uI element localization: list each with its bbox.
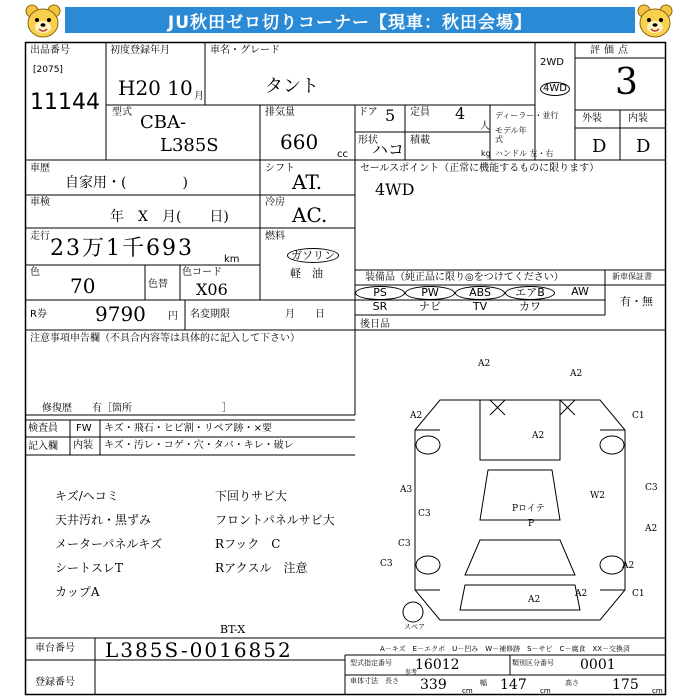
name-change-value: 月 日 bbox=[285, 309, 325, 320]
first-reg-month: 月 bbox=[194, 91, 204, 102]
equipment-row-1 bbox=[355, 286, 605, 300]
drive-2wd: 2WD bbox=[540, 57, 564, 68]
fuel-gasoline: ガソリン bbox=[287, 248, 339, 263]
aircon-label: 冷房 bbox=[265, 197, 285, 208]
header-title: JU秋田ゼロ切りコーナー【現車：秋田会場】 bbox=[65, 7, 635, 33]
recycle-unit: 円 bbox=[168, 311, 178, 322]
first-reg-label: 初度登録年月 bbox=[110, 45, 170, 56]
lot-number: 11144 bbox=[30, 90, 100, 115]
repair-history: 修復歴 有［箇所 ］ bbox=[42, 403, 232, 414]
dmark-7: C3 bbox=[645, 483, 658, 493]
equip-leather: カワ bbox=[519, 300, 541, 313]
note-left-4: シートスレT bbox=[55, 561, 123, 575]
body-shape-value: ハコ bbox=[372, 140, 405, 159]
int-label: 内装 bbox=[628, 113, 648, 124]
length-unit: cm bbox=[462, 687, 473, 695]
equip-navi: ナビ bbox=[419, 300, 441, 313]
dmark-12: C3 bbox=[398, 539, 411, 549]
checker-row2-label: 内装 bbox=[73, 440, 93, 451]
width-value: 147 bbox=[500, 677, 527, 693]
height-unit: cm bbox=[652, 687, 663, 695]
dmark-4: A2 bbox=[410, 411, 423, 421]
dmark-10: P bbox=[528, 519, 535, 529]
length-label: 車体寸法 長さ bbox=[350, 677, 399, 685]
note-left-5: カップA bbox=[55, 585, 100, 599]
ext-label: 外装 bbox=[582, 113, 602, 124]
length-value: 339 bbox=[420, 677, 447, 693]
legend: A－キズ E－エクボ U－凹み W－補修跡 S－サビ C－腐食 XX－交換済 bbox=[380, 645, 631, 653]
chassis-note: BT-X bbox=[220, 623, 246, 636]
dmark-2: A2 bbox=[570, 369, 583, 379]
checker-row1-label: FW bbox=[76, 423, 92, 434]
note-right-4: Rアクスル 注意 bbox=[215, 561, 308, 575]
dmark-11: A2 bbox=[645, 524, 658, 534]
fuel-diesel: 軽 油 bbox=[290, 267, 323, 280]
drive-4wd: 4WD bbox=[540, 82, 570, 96]
model-code-line2: L385S bbox=[160, 135, 219, 156]
model-name-label: 車名・グレード bbox=[210, 45, 280, 56]
displacement-value: 660 bbox=[280, 130, 319, 154]
capacity-value: 4 bbox=[455, 104, 466, 123]
class-label: 類別区分番号 bbox=[512, 659, 554, 667]
equip-ps: PS bbox=[355, 286, 405, 300]
color-code-value: X06 bbox=[196, 280, 228, 299]
dmark-5: A2 bbox=[532, 431, 545, 441]
color-label: 色 bbox=[30, 267, 40, 278]
equip-blank bbox=[555, 301, 605, 315]
doors-value: 5 bbox=[385, 106, 396, 125]
height-label: 高さ bbox=[565, 679, 579, 687]
dmark-16: A2 bbox=[575, 589, 588, 599]
load-label: 積載 bbox=[410, 135, 430, 146]
inspector-notes-left bbox=[55, 490, 162, 598]
color-code-label: 色コード bbox=[182, 267, 222, 278]
inspection-label: 車検 bbox=[30, 197, 50, 208]
shift-value: AT. bbox=[292, 170, 323, 194]
equip-abs: ABS bbox=[455, 286, 505, 300]
handle-label: ハンドル 左・右 bbox=[495, 149, 554, 158]
equipment-row-2 bbox=[355, 301, 605, 315]
recycle-value: 9790 bbox=[95, 302, 146, 326]
notes-label: 注意事項申告欄（不具合内容等は具体的に記入して下さい） bbox=[30, 333, 300, 344]
color-value: 70 bbox=[70, 274, 96, 298]
body-shape-label: 形状 bbox=[358, 135, 378, 146]
checker-label-2: 記入欄 bbox=[28, 441, 58, 452]
usage-value: 自家用・( ) bbox=[65, 175, 188, 191]
dmark-3: C1 bbox=[632, 411, 645, 421]
grade-value: 3 bbox=[615, 62, 638, 103]
sales-point-label: セールスポイント（正常に機能するものに限ります） bbox=[360, 163, 600, 174]
dmark-6: W2 bbox=[590, 491, 605, 501]
equip-airbag: エアB bbox=[505, 286, 555, 300]
equip-tv: TV bbox=[472, 300, 488, 313]
mileage-unit: km bbox=[224, 254, 240, 265]
first-reg-value: H20 10 bbox=[118, 76, 193, 100]
shift-label: シフト bbox=[265, 163, 295, 174]
recycle-label: R券 bbox=[30, 309, 47, 320]
registration-label: 登録番号 bbox=[35, 677, 75, 688]
dmark-17: C3 bbox=[380, 559, 393, 569]
chassis-label: 車台番号 bbox=[35, 643, 75, 654]
note-right-2: フロントパネルサビ大 bbox=[215, 513, 335, 527]
width-label: 幅 bbox=[480, 679, 487, 687]
lot-sub: [2075] bbox=[33, 65, 63, 75]
displacement-label: 排気量 bbox=[265, 107, 295, 118]
doors-label: ドア bbox=[358, 107, 378, 118]
checker-row2-items: キズ・汚レ・コゲ・穴・タバ・キレ・破レ bbox=[104, 440, 294, 451]
dmark-8: A3 bbox=[400, 485, 413, 495]
ext-value: D bbox=[592, 136, 607, 157]
inspection-value: 年 X 月( 日) bbox=[110, 209, 229, 225]
usage-label: 車歴 bbox=[30, 163, 50, 174]
class-value: 0001 bbox=[580, 657, 616, 673]
dmark-15: C1 bbox=[632, 589, 645, 599]
model-code-line1: CBA- bbox=[140, 112, 187, 133]
sales-point-value: 4WD bbox=[375, 180, 415, 199]
dmark-9: C3 bbox=[418, 509, 431, 519]
load-unit: kg bbox=[481, 149, 491, 158]
aircon-value: AC. bbox=[292, 203, 328, 227]
model-code-label: 型式 bbox=[112, 107, 132, 118]
equip-pw: PW bbox=[405, 286, 455, 300]
width-unit: cm bbox=[540, 687, 551, 695]
equip-aw: AW bbox=[571, 285, 589, 298]
note-left-1: キズ/ヘコミ bbox=[55, 489, 119, 503]
rear-label: Pロイテ bbox=[512, 504, 545, 514]
warranty-value: 有・無 bbox=[620, 295, 653, 308]
lot-label: 出品番号 bbox=[30, 45, 70, 56]
type-value: 16012 bbox=[415, 657, 460, 673]
mileage-value: 23万1千693 bbox=[50, 236, 194, 261]
model-name-value: タント bbox=[265, 76, 319, 97]
checker-row1-items: キズ・飛石・ヒビ割・リペア跡・×要 bbox=[104, 423, 272, 434]
fuel-label: 燃料 bbox=[265, 231, 285, 242]
checker-label-1: 検査員 bbox=[28, 423, 58, 434]
capacity-label: 定員 bbox=[410, 107, 430, 118]
name-change-label: 名変期限 bbox=[190, 309, 230, 320]
spare-label: スペア bbox=[404, 623, 425, 631]
equipment-label: 装備品（純正品に限り◎をつけてください） bbox=[365, 272, 564, 283]
note-left-3: メーターパネルキズ bbox=[55, 537, 163, 551]
type-label: 型式指定番号 bbox=[350, 659, 392, 667]
inspector-notes-right bbox=[215, 490, 335, 574]
capacity-unit: 人 bbox=[480, 121, 490, 132]
note-left-2: 天井汚れ・黒ずみ bbox=[55, 513, 152, 527]
dmark-13: A2 bbox=[528, 595, 541, 605]
displacement-unit: cc bbox=[337, 149, 348, 160]
note-right-3: Rフック C bbox=[215, 537, 281, 551]
grade-label: 評価点 bbox=[590, 45, 632, 56]
chassis-value: L385S-0016852 bbox=[105, 638, 293, 662]
note-right-1: 下回りサビ大 bbox=[215, 489, 288, 503]
color-change-label: 色替 bbox=[148, 279, 168, 290]
int-value: D bbox=[636, 136, 651, 157]
rear-seat-label: 後日品 bbox=[360, 319, 390, 330]
warranty-label: 新車保証書 bbox=[612, 272, 652, 281]
dmark-1: A2 bbox=[478, 359, 491, 369]
dmark-14: A2 bbox=[622, 561, 635, 571]
height-value: 175 bbox=[612, 677, 639, 693]
dealer-label: ディーラー・並行 bbox=[495, 111, 559, 120]
equip-sr: SR bbox=[372, 300, 388, 313]
model-year-label: モデル年式 bbox=[495, 126, 527, 144]
ref-label: 参考 bbox=[405, 669, 418, 676]
mileage-label: 走行 bbox=[30, 231, 50, 242]
